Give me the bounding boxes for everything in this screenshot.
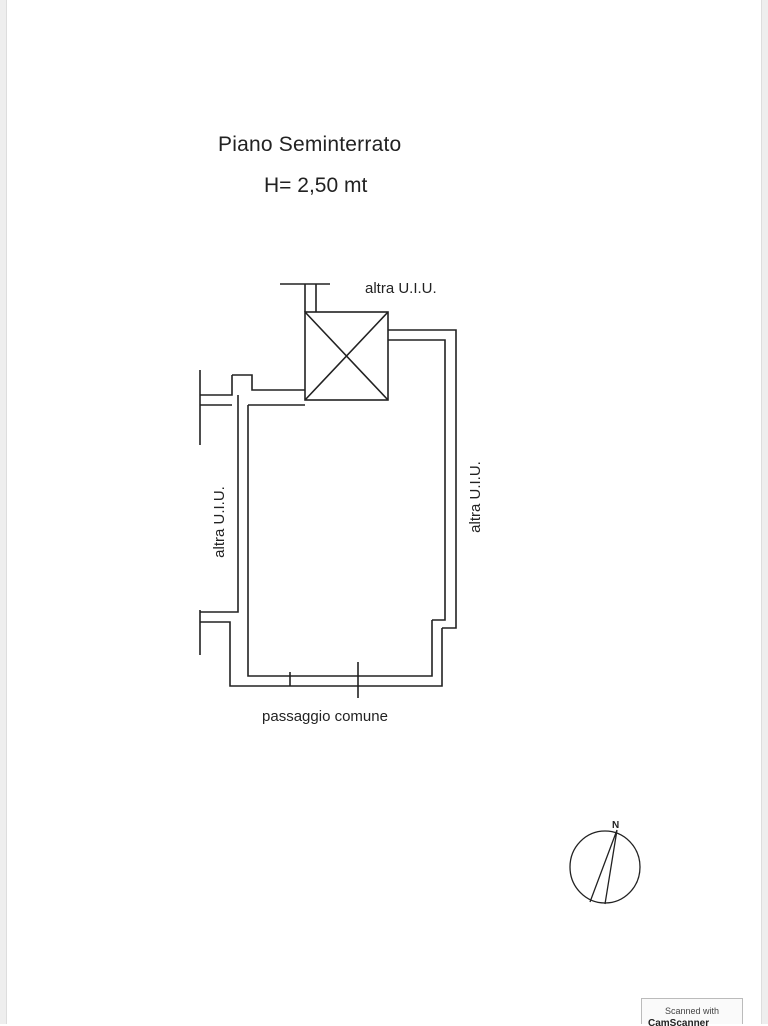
wall-top-stub [280,284,330,312]
scanner-app-name: CamScanner [648,1018,710,1026]
wall-inner-bottom [248,405,432,676]
label-bottom-passage: passaggio comune [262,708,388,725]
plan-title: Piano Seminterrato [218,133,402,156]
compass-north-label: N [612,820,620,831]
label-right-uiu: altra U.I.U. [467,461,484,533]
ceiling-height-label: H= 2,50 mt [264,174,368,197]
compass-icon [570,830,640,904]
shaft-cross [305,312,388,400]
scanned-with-text: Scanned with [664,1006,720,1016]
wall-inner-right [388,340,445,620]
label-top-uiu: altra U.I.U. [365,280,437,297]
label-left-uiu: altra U.I.U. [211,486,228,558]
door-bottom [290,662,358,698]
scanner-watermark-badge [641,998,743,1024]
